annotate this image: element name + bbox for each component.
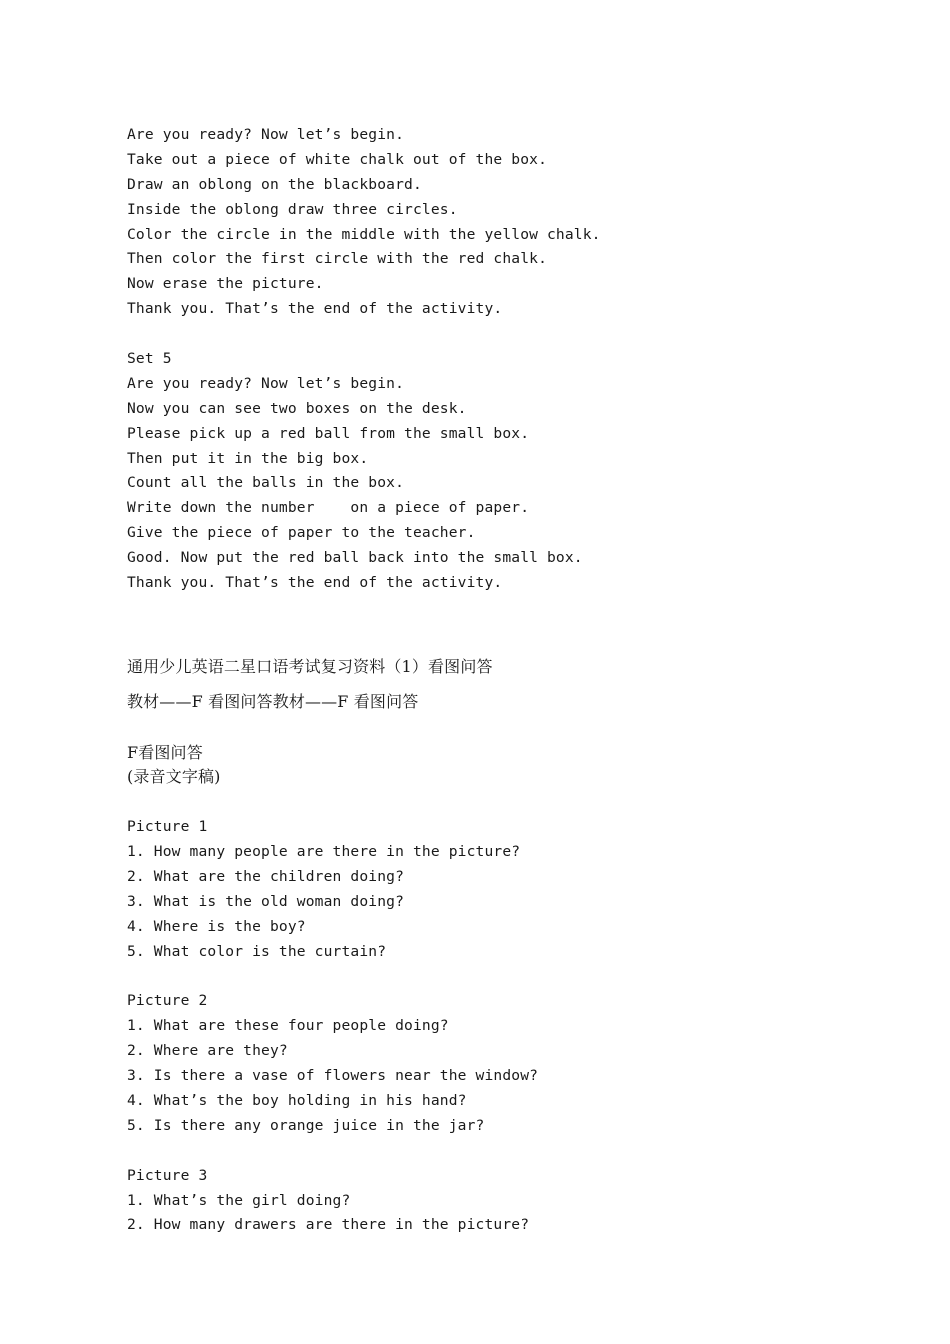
- section-subtitle: 教材——F 看图问答教材——F 看图问答: [127, 691, 419, 711]
- picture-title: Picture 2: [127, 992, 208, 1010]
- question-line: 4. Where is the boy?: [127, 917, 306, 935]
- question-line: 1. How many people are there in the picture?: [127, 843, 521, 861]
- spacer: [127, 596, 907, 646]
- instruction-line: Are you ready? Now let’s begin.: [127, 126, 405, 143]
- question-line: 2. Where are they?: [127, 1042, 288, 1060]
- spacer: [127, 1139, 907, 1164]
- instruction-line: Draw an oblong on the blackboard.: [127, 175, 422, 193]
- picture-title: Picture 1: [127, 818, 208, 836]
- instruction-line: Thank you. That’s the end of the activity.: [127, 574, 503, 592]
- instruction-line: Good. Now put the red ball back into the small box.: [127, 549, 583, 567]
- part-note: (录音文字稿): [127, 767, 221, 787]
- instruction-line: Then put it in the big box.: [127, 449, 369, 467]
- instruction-line: Take out a piece of white chalk out of the box.: [127, 150, 548, 168]
- set4-block: [127, 123, 907, 322]
- instruction-line: Count all the balls in the box.: [127, 474, 405, 492]
- document-content: [127, 123, 907, 1238]
- instruction-line: Please pick up a red ball from the small box.: [127, 424, 530, 442]
- set-title: Set 5: [127, 350, 172, 368]
- spacer: [127, 790, 907, 815]
- instruction-line: Color the circle in the middle with the yellow chalk.: [127, 225, 601, 243]
- instruction-line: Thank you. That’s the end of the activity.: [127, 300, 503, 318]
- question-line: 3. Is there a vase of flowers near the window?: [127, 1067, 539, 1085]
- question-line: 5. Is there any orange juice in the jar?: [127, 1116, 485, 1134]
- section-title: 通用少儿英语二星口语考试复习资料（1）看图问答: [127, 656, 493, 676]
- picture-1-block: [127, 815, 907, 964]
- spacer: [127, 715, 907, 741]
- question-line: 2. How many drawers are there in the picture?: [127, 1216, 530, 1234]
- question-line: 5. What color is the curtain?: [127, 942, 387, 960]
- instruction-line: Now erase the picture.: [127, 275, 324, 293]
- picture-3-block: [127, 1164, 907, 1239]
- picture-title: Picture 3: [127, 1166, 208, 1184]
- question-line: 3. What is the old woman doing?: [127, 892, 405, 910]
- question-line: 1. What are these four people doing?: [127, 1017, 449, 1035]
- instruction-line: Give the piece of paper to the teacher.: [127, 524, 476, 542]
- question-line: 1. What’s the girl doing?: [127, 1191, 351, 1209]
- spacer: [127, 322, 907, 347]
- instruction-line: Then color the first circle with the red chalk.: [127, 250, 548, 268]
- question-line: 2. What are the children doing?: [127, 867, 405, 885]
- instruction-line: Are you ready? Now let’s begin.: [127, 374, 405, 392]
- question-line: 4. What’s the boy holding in his hand?: [127, 1091, 467, 1109]
- instruction-line: Write down the number on a piece of paper.: [127, 499, 530, 517]
- spacer: [127, 965, 907, 990]
- part-heading: F看图问答: [127, 742, 203, 762]
- instruction-line: Inside the oblong draw three circles.: [127, 200, 458, 218]
- picture-2-block: [127, 989, 907, 1138]
- set5-block: [127, 347, 907, 596]
- instruction-line: Now you can see two boxes on the desk.: [127, 399, 467, 417]
